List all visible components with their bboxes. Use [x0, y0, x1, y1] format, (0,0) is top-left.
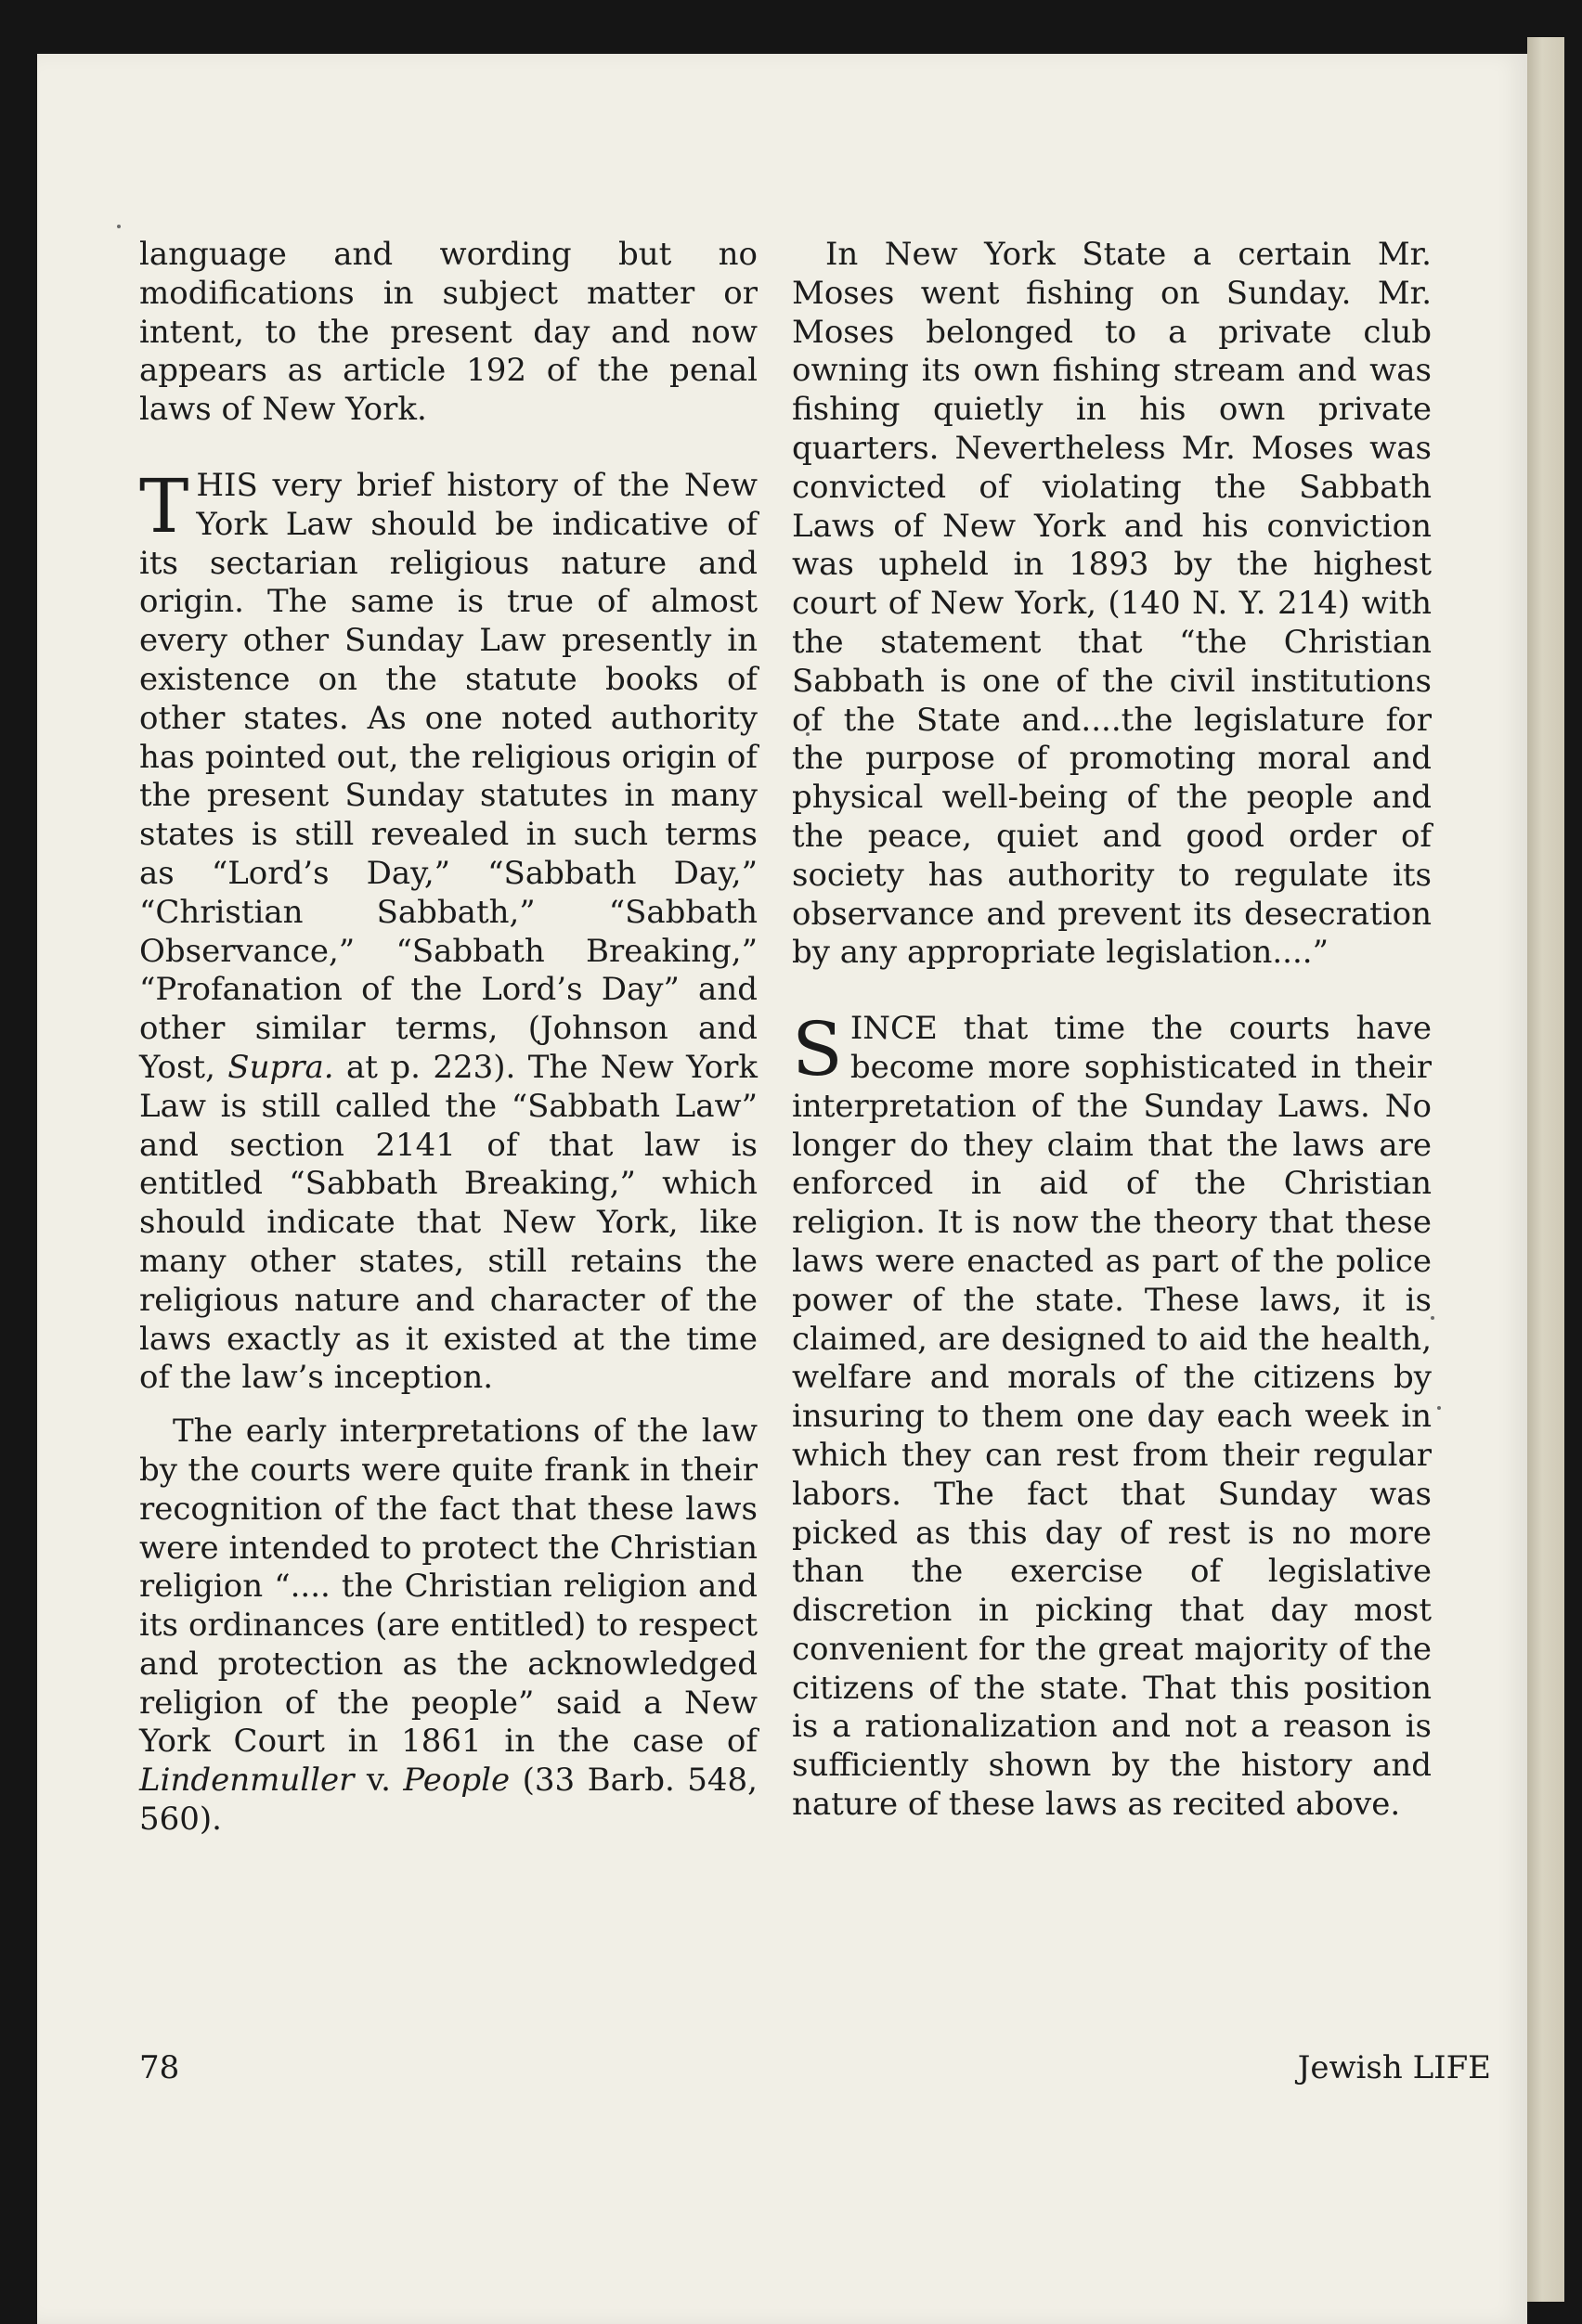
speck: [117, 225, 121, 228]
facing-page-edge: [1527, 37, 1564, 2302]
citation-italic: Supra.: [227, 1048, 334, 1086]
left-paragraph-3-text: The early interpretations of the law by the courts were quite frank in their recognition of the fact that these laws were intended to protect the Christian religion “.... the Christian religion and its ordinances (are entitled) to respect and protection as the acknowledged religion of the people” said a New York Court in 1861 in the case of: [139, 1413, 758, 1761]
page-number: 78: [139, 2049, 180, 2086]
left-paragraph-1: language and wording but no modifications in subject matter or intent, to the present day and now appears as article 192 of the penal laws of New York.: [139, 236, 758, 429]
left-paragraph-3: [139, 1413, 758, 1840]
right-column: [792, 236, 1432, 1825]
left-paragraph-3-tail: (33 Barb. 548, 560).: [139, 1762, 758, 1839]
case-versus: v.: [366, 1762, 391, 1800]
left-paragraph-2-tail: at p. 223). The New York Law is still called the “Sabbath Law” and section 2141 of that law is entitled “Sabbath Breaking,” which should indicate that New York, like many other states, still retains the religious nature and character of the laws exactly as it existed at the time of the law’s inception.: [139, 1048, 758, 1397]
left-paragraph-2: [139, 462, 758, 1398]
speck: [1437, 1406, 1441, 1410]
case-name-part-2: People: [403, 1762, 511, 1800]
drop-cap-s: S: [792, 1006, 843, 1093]
right-paragraph-1: In New York State a certain Mr. Moses went fishing on Sunday. Mr. Moses belonged to a private club owning its own fishing stream and was fishing quietly in his own private quarters. Nevertheless Mr. Moses was convicted of violating the Sabbath Laws of New York and his conviction was upheld in 1893 by the highest court of New York, (140 N. Y. 214) with the statement that “the Christian Sabbath is one of the civil institutions of the State and....the legislature for the purpose of promoting moral and physical well-being of the people and the peace, quiet and good order of society has authority to regulate its observance and prevent its desecration by any appropriate legislation....”: [792, 236, 1432, 972]
case-name-part-1: Lindenmuller: [139, 1762, 355, 1800]
publication-name: Jewish LIFE: [1297, 2049, 1491, 2086]
left-column: [139, 236, 758, 1840]
right-paragraph-2-text: INCE that time the courts have become more sophisticated in their interpretation of the Sunday Laws. No longer do they claim that the laws are enforced in aid of the Christian religion. It is now the theory that these laws were enacted as part of the police power of the state. These laws, it is claimed, are designed to aid the health, welfare and morals of the citizens by insuring to them one day each week in which they can rest from their regular labors. The fact that Sunday was picked as this day of rest is no more than the exercise of legislative discretion in picking that day most convenient for the great majority of the citizens of the state. That this position is a rationalization and not a reason is sufficiently shown by the history and nature of these laws as recited above.: [792, 1010, 1432, 1824]
left-paragraph-2-text: HIS very brief history of the New York Law should be indicative of its sectarian religious nature and origin. The same is true of almost every other Sunday Law presently in existence on the statute books of other states. As one noted authority has pointed out, the religious origin of the present Sunday statutes in many states is still revealed in such terms as “Lord’s Day,” “Sabbath Day,” “Christian Sabbath,” “Sabbath Observance,” “Sabbath Breaking,” “Profanation of the Lord’s Day” and other similar terms, (Johnson and Yost,: [139, 466, 758, 1086]
right-paragraph-2: [792, 1006, 1432, 1825]
drop-cap-t: T: [139, 462, 189, 549]
